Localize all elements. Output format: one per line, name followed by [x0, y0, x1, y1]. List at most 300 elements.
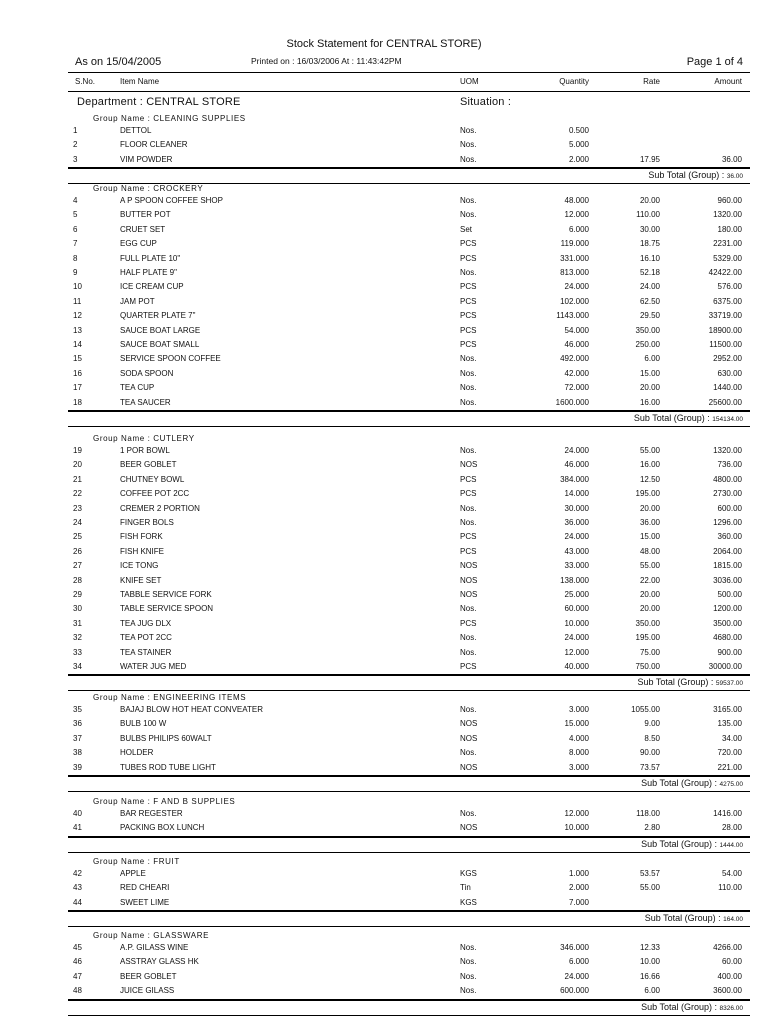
- subtotal-value: 4275.00: [719, 781, 743, 788]
- row-quantity: 12.000: [564, 210, 589, 220]
- row-amount: 30000.00: [708, 662, 742, 671]
- row-quantity: 33.000: [564, 561, 589, 571]
- row-quantity: 12.000: [564, 809, 589, 818]
- row-sno: 40: [73, 809, 82, 818]
- group-subtotal-rule: [68, 1015, 750, 1016]
- row-uom: Nos.: [460, 383, 477, 393]
- row-uom: Nos.: [460, 518, 477, 527]
- row-uom: Nos.: [460, 126, 477, 135]
- row-amount: 34.00: [721, 733, 742, 743]
- subtotal-value: 8326.00: [719, 1004, 743, 1012]
- row-uom: NOS: [460, 719, 478, 729]
- row-quantity: 14.000: [564, 489, 589, 499]
- row-rate: 350.00: [635, 618, 660, 628]
- row-amount: 2730.00: [713, 489, 742, 499]
- row-item-name: BAJAJ BLOW HOT HEAT CONVEATER: [120, 705, 263, 714]
- row-rate: 15.00: [639, 368, 660, 378]
- row-uom: Nos.: [460, 154, 477, 164]
- row-rate: 8.50: [644, 733, 660, 743]
- row-quantity: 346.000: [560, 943, 589, 952]
- row-quantity: 6.000: [568, 224, 589, 234]
- row-item-name: ASSTRAY GLASS HK: [120, 957, 199, 967]
- row-uom: KGS: [460, 897, 477, 907]
- row-item-name: TEA SAUCER: [120, 397, 171, 407]
- group-end-rule: [68, 674, 750, 676]
- row-sno: 20: [73, 460, 82, 470]
- row-sno: 5: [73, 210, 78, 220]
- row-quantity: 12.000: [564, 647, 589, 657]
- row-quantity: 2.000: [568, 154, 589, 164]
- row-sno: 39: [73, 762, 82, 772]
- row-sno: 12: [73, 311, 82, 321]
- row-item-name: SWEET LIME: [120, 897, 170, 907]
- row-sno: 48: [73, 986, 82, 996]
- row-quantity: 10.000: [564, 618, 589, 628]
- row-uom: PCS: [460, 489, 477, 499]
- row-quantity: 60.000: [564, 604, 589, 614]
- row-uom: PCS: [460, 325, 477, 335]
- row-amount: 25600.00: [708, 397, 742, 407]
- row-amount: 500.00: [717, 590, 742, 599]
- row-sno: 1: [73, 126, 78, 135]
- row-sno: 26: [73, 546, 82, 556]
- group-end-rule: [68, 999, 750, 1001]
- row-sno: 47: [73, 971, 82, 981]
- row-rate: 73.57: [639, 762, 660, 772]
- row-amount: 110.00: [718, 883, 742, 893]
- row-amount: 1296.00: [713, 518, 742, 527]
- row-quantity: 36.000: [564, 518, 589, 527]
- row-quantity: 46.000: [564, 340, 589, 349]
- report-title: Stock Statement for CENTRAL STORE): [286, 38, 482, 50]
- row-quantity: 24.000: [564, 633, 589, 643]
- row-quantity: 8.000: [568, 748, 589, 758]
- row-sno: 2: [73, 140, 78, 150]
- row-sno: 9: [73, 268, 78, 277]
- group-subtotal-rule: [68, 690, 750, 691]
- row-rate: 55.00: [639, 446, 660, 455]
- row-sno: 23: [73, 503, 82, 513]
- column-header-quantity: Quantity: [559, 77, 589, 86]
- row-rate: 55.00: [639, 561, 660, 571]
- row-amount: 720.00: [717, 748, 742, 758]
- row-uom: Nos.: [460, 748, 477, 758]
- row-amount: 736.00: [717, 460, 742, 470]
- subtotal-label: Sub Total (Group) :: [644, 913, 724, 924]
- row-uom: Nos.: [460, 633, 477, 643]
- row-uom: Nos.: [460, 604, 477, 614]
- row-uom: Nos.: [460, 354, 477, 364]
- row-amount: 33719.00: [708, 311, 742, 321]
- subtotal-value: 1444.00: [719, 841, 743, 849]
- row-uom: Nos.: [460, 140, 477, 150]
- row-sno: 11: [73, 296, 82, 306]
- row-quantity: 25.000: [564, 590, 589, 599]
- row-rate: 250.00: [635, 340, 660, 349]
- row-uom: NOS: [460, 561, 478, 571]
- row-amount: 221.00: [717, 762, 742, 772]
- row-amount: 630.00: [717, 368, 742, 378]
- row-amount: 54.00: [721, 869, 742, 878]
- row-uom: PCS: [460, 296, 477, 306]
- as-on-date: As on 15/04/2005: [75, 56, 162, 68]
- group-end-rule: [68, 167, 750, 169]
- row-quantity: 4.000: [568, 733, 589, 743]
- group-subtotal: [520, 778, 743, 788]
- group-subtotal-rule: [68, 791, 750, 792]
- row-item-name: TEA JUG DLX: [120, 618, 172, 628]
- row-item-name: COFFEE POT 2CC: [120, 489, 190, 499]
- row-quantity: 0.500: [568, 126, 589, 135]
- row-sno: 15: [73, 354, 82, 364]
- subtotal-value: 164.00: [723, 916, 743, 924]
- row-item-name: BULB 100 W: [120, 719, 167, 729]
- subtotal-label: Sub Total (Group) :: [633, 413, 713, 423]
- group-name: Group Name : CUTLERY: [93, 434, 195, 443]
- row-uom: PCS: [460, 618, 477, 628]
- row-uom: NOS: [460, 733, 478, 743]
- row-quantity: 15.000: [564, 719, 589, 729]
- row-item-name: A.P. GILASS WINE: [120, 943, 189, 952]
- row-sno: 10: [73, 282, 82, 292]
- row-amount: 3500.00: [713, 618, 742, 628]
- row-uom: Nos.: [460, 397, 477, 407]
- group-name: Group Name : F AND B SUPPLIES: [93, 797, 236, 806]
- column-header-rate: Rate: [643, 77, 660, 86]
- row-uom: PCS: [460, 340, 477, 349]
- group-subtotal: [520, 913, 743, 923]
- row-amount: 4266.00: [713, 943, 742, 952]
- row-item-name: WATER JUG MED: [120, 662, 187, 671]
- row-amount: 18900.00: [708, 325, 742, 335]
- group-subtotal-rule: [68, 926, 750, 927]
- row-sno: 22: [73, 489, 82, 499]
- row-item-name: TABBLE SERVICE FORK: [120, 590, 212, 599]
- row-sno: 28: [73, 575, 82, 585]
- row-amount: 1416.00: [713, 809, 742, 818]
- row-rate: 195.00: [635, 633, 660, 643]
- row-sno: 35: [73, 705, 82, 714]
- row-item-name: 1 POR BOWL: [120, 446, 170, 455]
- row-item-name: TUBES ROD TUBE LIGHT: [120, 762, 216, 772]
- row-quantity: 3.000: [568, 762, 589, 772]
- row-rate: 20.00: [639, 383, 660, 393]
- row-uom: NOS: [460, 762, 478, 772]
- row-rate: 195.00: [635, 489, 660, 499]
- row-quantity: 1600.000: [555, 397, 589, 407]
- row-rate: 24.00: [639, 282, 660, 292]
- group-name: Group Name : CLEANING SUPPLIES: [93, 114, 246, 123]
- row-sno: 17: [73, 383, 82, 393]
- row-quantity: 72.000: [564, 383, 589, 393]
- row-item-name: SODA SPOON: [120, 368, 174, 378]
- row-sno: 18: [73, 397, 82, 407]
- row-quantity: 30.000: [564, 503, 589, 513]
- row-quantity: 54.000: [564, 325, 589, 335]
- row-uom: Nos.: [460, 957, 477, 967]
- column-header-uom: UOM: [460, 77, 479, 86]
- row-item-name: FISH KNIFE: [120, 546, 165, 556]
- row-amount: 60.00: [721, 957, 742, 967]
- row-item-name: KNIFE SET: [120, 575, 162, 585]
- row-item-name: APPLE: [120, 869, 146, 878]
- row-sno: 25: [73, 532, 82, 542]
- group-subtotal: [520, 170, 743, 180]
- row-item-name: RED CHEARI: [120, 883, 170, 893]
- row-quantity: 1143.000: [556, 311, 589, 321]
- row-quantity: 10.000: [564, 823, 589, 833]
- row-item-name: BUTTER POT: [120, 210, 171, 220]
- row-sno: 34: [73, 662, 82, 671]
- group-subtotal-rule: [68, 426, 750, 427]
- row-item-name: SERVICE SPOON COFFEE: [120, 354, 221, 364]
- row-uom: PCS: [460, 253, 477, 263]
- row-quantity: 331.000: [560, 253, 589, 263]
- group-end-rule: [68, 836, 750, 838]
- row-item-name: HALF PLATE 9": [120, 268, 177, 277]
- row-sno: 41: [73, 823, 82, 833]
- row-sno: 21: [73, 474, 82, 484]
- row-uom: PCS: [460, 532, 477, 542]
- row-quantity: 1.000: [568, 869, 589, 878]
- row-quantity: 40.000: [564, 662, 589, 671]
- row-quantity: 3.000: [568, 705, 589, 714]
- row-quantity: 46.000: [564, 460, 589, 470]
- row-rate: 9.00: [644, 719, 660, 729]
- row-rate: 110.00: [636, 210, 660, 220]
- row-sno: 16: [73, 368, 82, 378]
- row-rate: 48.00: [639, 546, 660, 556]
- subtotal-value: 154134.00: [712, 416, 743, 423]
- row-rate: 20.00: [639, 604, 660, 614]
- row-uom: Nos.: [460, 268, 477, 277]
- department-label: Department : CENTRAL STORE: [77, 96, 241, 108]
- row-amount: 3600.00: [713, 986, 742, 996]
- row-amount: 960.00: [717, 196, 742, 205]
- row-rate: 52.18: [639, 268, 660, 277]
- row-sno: 7: [73, 239, 78, 249]
- row-uom: PCS: [460, 311, 477, 321]
- row-rate: 30.00: [639, 224, 660, 234]
- row-sno: 14: [73, 340, 82, 349]
- row-sno: 36: [73, 719, 82, 729]
- row-uom: Nos.: [460, 971, 477, 981]
- row-rate: 18.75: [639, 239, 660, 249]
- row-item-name: TABLE SERVICE SPOON: [120, 604, 214, 614]
- row-sno: 33: [73, 647, 82, 657]
- row-uom: Nos.: [460, 446, 477, 455]
- row-rate: 6.00: [644, 354, 660, 364]
- row-uom: Nos.: [460, 986, 477, 996]
- row-rate: 16.10: [639, 253, 660, 263]
- row-amount: 576.00: [717, 282, 742, 292]
- row-amount: 3036.00: [713, 575, 742, 585]
- row-sno: 4: [73, 196, 78, 205]
- row-quantity: 24.000: [564, 282, 589, 292]
- row-rate: 20.00: [639, 503, 660, 513]
- row-rate: 16.66: [639, 971, 660, 981]
- row-uom: Nos.: [460, 196, 477, 205]
- row-amount: 180.00: [717, 224, 742, 234]
- row-rate: 20.00: [639, 590, 660, 599]
- row-item-name: CRUET SET: [120, 224, 166, 234]
- row-sno: 29: [73, 590, 82, 599]
- row-uom: NOS: [460, 460, 478, 470]
- row-sno: 6: [73, 224, 78, 234]
- row-item-name: TEA CUP: [120, 383, 155, 393]
- row-rate: 75.00: [639, 647, 660, 657]
- group-name: Group Name : CROCKERY: [93, 184, 204, 193]
- row-item-name: BAR REGESTER: [120, 809, 183, 818]
- row-quantity: 384.000: [560, 474, 589, 484]
- row-rate: 2.80: [644, 823, 660, 833]
- row-rate: 16.00: [639, 460, 660, 470]
- subtotal-value: 36.00: [726, 173, 743, 181]
- column-header-sno: S.No.: [75, 77, 96, 86]
- subtotal-label: Sub Total (Group) :: [641, 778, 720, 788]
- row-item-name: TEA POT 2CC: [120, 633, 172, 643]
- group-subtotal: [520, 677, 743, 687]
- row-amount: 5329.00: [713, 253, 742, 263]
- subtotal-label: Sub Total (Group) :: [641, 838, 720, 849]
- row-uom: Nos.: [460, 503, 477, 513]
- header-bottom-rule: [68, 91, 750, 92]
- row-item-name: TEA STAINER: [120, 647, 172, 657]
- row-sno: 8: [73, 253, 78, 263]
- row-uom: PCS: [460, 546, 477, 556]
- row-uom: Nos.: [460, 943, 477, 952]
- row-rate: 36.00: [639, 518, 660, 527]
- row-sno: 31: [73, 618, 82, 628]
- row-quantity: 5.000: [568, 140, 589, 150]
- row-amount: 1815.00: [713, 561, 742, 571]
- row-item-name: SAUCE BOAT SMALL: [120, 340, 200, 349]
- row-sno: 3: [73, 154, 78, 164]
- group-subtotal: [520, 413, 743, 423]
- row-amount: 1320.00: [713, 210, 742, 220]
- printed-timestamp: Printed on : 16/03/2006 At : 11:43:42PM: [251, 56, 402, 66]
- row-item-name: ICE CREAM CUP: [120, 282, 184, 292]
- row-rate: 15.00: [639, 532, 660, 542]
- row-rate: 12.50: [639, 474, 660, 484]
- row-item-name: FISH FORK: [120, 532, 163, 542]
- row-sno: 45: [73, 943, 82, 952]
- row-quantity: 102.000: [560, 296, 589, 306]
- row-amount: 1440.00: [713, 383, 742, 393]
- row-rate: 29.50: [639, 311, 660, 321]
- subtotal-label: Sub Total (Group) :: [641, 1001, 720, 1012]
- row-amount: 11500.00: [709, 340, 742, 349]
- row-quantity: 7.000: [568, 897, 589, 907]
- row-uom: Nos.: [460, 647, 477, 657]
- row-quantity: 813.000: [560, 268, 589, 277]
- group-name: Group Name : GLASSWARE: [93, 931, 210, 940]
- row-amount: 3165.00: [713, 705, 742, 714]
- row-rate: 10.00: [639, 957, 660, 967]
- row-amount: 135.00: [717, 719, 742, 729]
- row-item-name: DETTOL: [120, 126, 152, 135]
- row-amount: 36.00: [721, 154, 742, 164]
- group-subtotal-rule: [68, 852, 750, 853]
- row-uom: Tin: [460, 883, 471, 893]
- row-uom: Set: [460, 224, 473, 234]
- row-item-name: JUICE GILASS: [120, 986, 175, 996]
- row-rate: 12.33: [639, 943, 660, 952]
- row-sno: 46: [73, 957, 82, 967]
- row-sno: 19: [73, 446, 82, 455]
- row-rate: 53.57: [639, 869, 660, 878]
- row-uom: Nos.: [460, 705, 477, 714]
- row-item-name: FLOOR CLEANER: [120, 140, 188, 150]
- row-quantity: 48.000: [564, 196, 589, 205]
- group-end-rule: [68, 910, 750, 912]
- row-rate: 20.00: [639, 196, 660, 205]
- row-quantity: 492.000: [560, 354, 589, 364]
- situation-label: Situation :: [460, 96, 512, 108]
- row-item-name: VIM POWDER: [120, 154, 173, 164]
- row-uom: NOS: [460, 823, 478, 833]
- row-uom: Nos.: [460, 368, 477, 378]
- subtotal-label: Sub Total (Group) :: [648, 170, 727, 181]
- row-uom: NOS: [460, 575, 478, 585]
- row-rate: 118.00: [636, 809, 660, 818]
- row-sno: 44: [73, 897, 82, 907]
- row-item-name: HOLDER: [120, 748, 154, 758]
- row-sno: 42: [73, 869, 82, 878]
- row-uom: PCS: [460, 662, 477, 671]
- row-amount: 1320.00: [713, 446, 742, 455]
- row-item-name: QUARTER PLATE 7": [120, 311, 196, 321]
- row-quantity: 2.000: [568, 883, 589, 893]
- row-amount: 4800.00: [713, 474, 742, 484]
- row-quantity: 24.000: [564, 446, 589, 455]
- row-item-name: BULBS PHILIPS 60WALT: [120, 733, 212, 743]
- row-sno: 27: [73, 561, 82, 571]
- subtotal-value: 59537.00: [715, 680, 743, 688]
- row-rate: 55.00: [639, 883, 660, 893]
- group-subtotal: [520, 839, 743, 849]
- row-quantity: 43.000: [564, 546, 589, 556]
- row-item-name: BEER GOBLET: [120, 460, 177, 470]
- group-name: Group Name : ENGINEERING ITEMS: [93, 693, 247, 702]
- group-end-rule: [68, 775, 750, 777]
- column-header-amount: Amount: [714, 77, 742, 86]
- row-rate: 750.00: [635, 662, 660, 671]
- row-uom: PCS: [460, 282, 477, 292]
- row-amount: 2952.00: [713, 354, 742, 364]
- row-amount: 28.00: [721, 823, 742, 833]
- row-item-name: BEER GOBLET: [120, 971, 177, 981]
- row-item-name: PACKING BOX LUNCH: [120, 823, 205, 833]
- row-item-name: FINGER BOLS: [120, 518, 174, 527]
- row-item-name: A P SPOON COFFEE SHOP: [120, 196, 223, 205]
- row-rate: 350.00: [635, 325, 660, 335]
- row-item-name: CREMER 2 PORTION: [120, 503, 200, 513]
- row-item-name: CHUTNEY BOWL: [120, 474, 185, 484]
- column-header-item-name: Item Name: [120, 77, 160, 86]
- row-amount: 600.00: [717, 503, 742, 513]
- row-amount: 4680.00: [713, 633, 742, 643]
- row-rate: 62.50: [639, 296, 660, 306]
- row-amount: 2064.00: [713, 546, 742, 556]
- row-rate: 16.00: [639, 397, 660, 407]
- header-top-rule: [68, 72, 750, 73]
- subtotal-label: Sub Total (Group) :: [637, 677, 716, 688]
- row-rate: 17.95: [639, 154, 660, 164]
- row-amount: 6375.00: [713, 296, 742, 306]
- row-amount: 2231.00: [713, 239, 742, 249]
- group-name: Group Name : FRUIT: [93, 857, 180, 866]
